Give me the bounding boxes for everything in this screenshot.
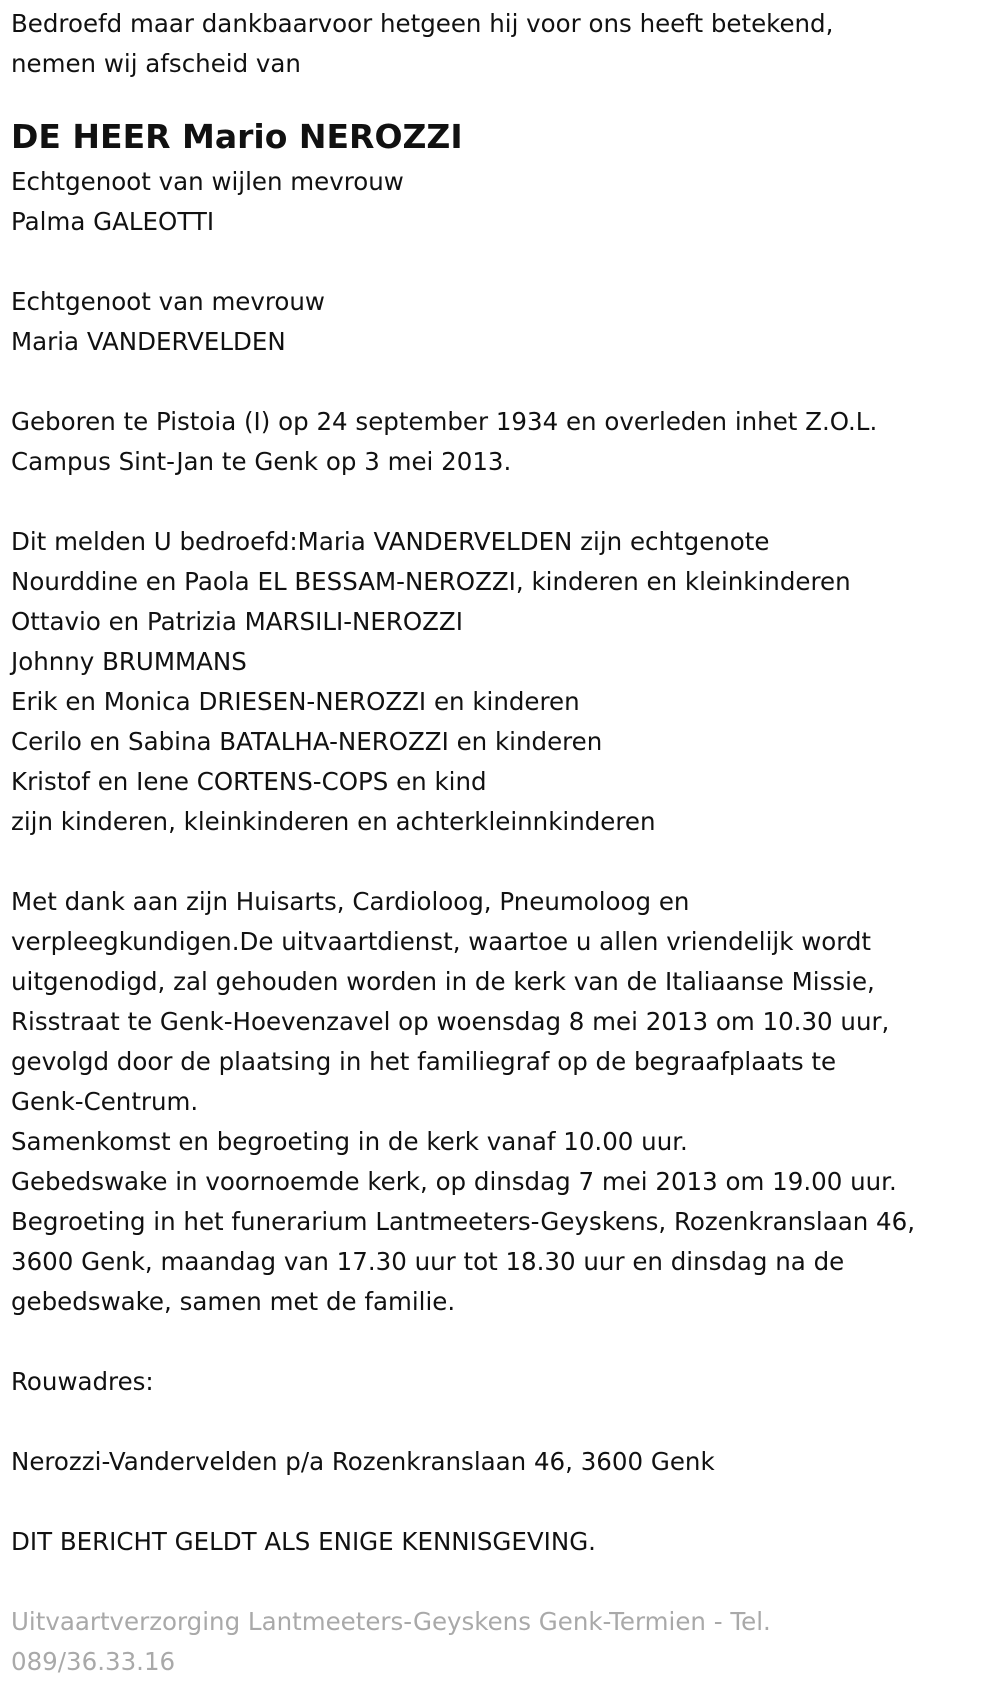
mourning-address-label: Rouwadres: (11, 1367, 154, 1396)
details-line: gebedswake, samen met de familie. (11, 1287, 456, 1316)
details-line: Risstraat te Genk-Hoevenzavel op woensdag 8 mei 2013 om 10.30 uur, (11, 1007, 890, 1036)
details-line: Gebedswake in voornoemde kerk, op dinsdag 7 mei 2013 om 19.00 uur. (11, 1167, 897, 1196)
details-line: uitgenodigd, zal gehouden worden in de kerk van de Italiaanse Missie, (11, 967, 875, 996)
mourning-address-block (11, 1442, 990, 1482)
spouse-block (11, 282, 990, 362)
funeral-home-footer (11, 1602, 990, 1682)
family-line: Nourddine en Paola EL BESSAM-NEROZZI, kinderen en kleinkinderen (11, 567, 851, 596)
details-block (11, 882, 990, 1322)
family-line: Dit melden U bedroefd:Maria VANDERVELDEN zijn echtgenote (11, 527, 770, 556)
family-line: Johnny BRUMMANS (11, 647, 247, 676)
footer-line: 089/36.33.16 (11, 1647, 176, 1676)
late-spouse-line: Echtgenoot van wijlen mevrouw (11, 167, 404, 196)
late-spouse-line: Palma GALEOTTI (11, 207, 215, 236)
late-spouse-block (11, 162, 990, 242)
details-line: Begroeting in het funerarium Lantmeeters-Geyskens, Rozenkranslaan 46, (11, 1207, 916, 1236)
details-line: gevolgd door de plaatsing in het familiegraf op de begraafplaats te (11, 1047, 837, 1076)
details-line: Samenkomst en begroeting in de kerk vanaf 10.00 uur. (11, 1127, 688, 1156)
notice-block (11, 1522, 990, 1562)
family-line: Erik en Monica DRIESEN-NEROZZI en kinderen (11, 687, 580, 716)
spouse-line: Maria VANDERVELDEN (11, 327, 286, 356)
details-line: Met dank aan zijn Huisarts, Cardioloog, Pneumoloog en (11, 887, 690, 916)
mourning-address: Nerozzi-Vandervelden p/a Rozenkranslaan 46, 3600 Genk (11, 1447, 715, 1476)
intro-text (11, 4, 990, 84)
intro-line: nemen wij afscheid van (11, 49, 301, 78)
deceased-name: DE HEER Mario NEROZZI (11, 117, 463, 156)
family-line: zijn kinderen, kleinkinderen en achterkleinnkinderen (11, 807, 656, 836)
birth-death-line: Geboren te Pistoia (I) op 24 september 1934 en overleden inhet Z.O.L. (11, 407, 878, 436)
family-line: Kristof en Iene CORTENS-COPS en kind (11, 767, 487, 796)
details-line: verpleegkundigen.De uitvaartdienst, waartoe u allen vriendelijk wordt (11, 927, 872, 956)
family-block (11, 522, 990, 842)
intro-line: Bedroefd maar dankbaarvoor hetgeen hij voor ons heeft betekend, (11, 9, 834, 38)
birth-death-line: Campus Sint-Jan te Genk op 3 mei 2013. (11, 447, 512, 476)
details-line: Genk-Centrum. (11, 1087, 199, 1116)
notice-text: DIT BERICHT GELDT ALS ENIGE KENNISGEVING. (11, 1527, 596, 1556)
details-line: 3600 Genk, maandag van 17.30 uur tot 18.30 uur en dinsdag na de (11, 1247, 845, 1276)
mourning-address-label-block (11, 1362, 990, 1402)
footer-line: Uitvaartverzorging Lantmeeters-Geyskens Genk-Termien - Tel. (11, 1607, 771, 1636)
spouse-line: Echtgenoot van mevrouw (11, 287, 325, 316)
birth-death-block (11, 402, 990, 482)
family-line: Cerilo en Sabina BATALHA-NEROZZI en kinderen (11, 727, 603, 756)
family-line: Ottavio en Patrizia MARSILI-NEROZZI (11, 607, 463, 636)
